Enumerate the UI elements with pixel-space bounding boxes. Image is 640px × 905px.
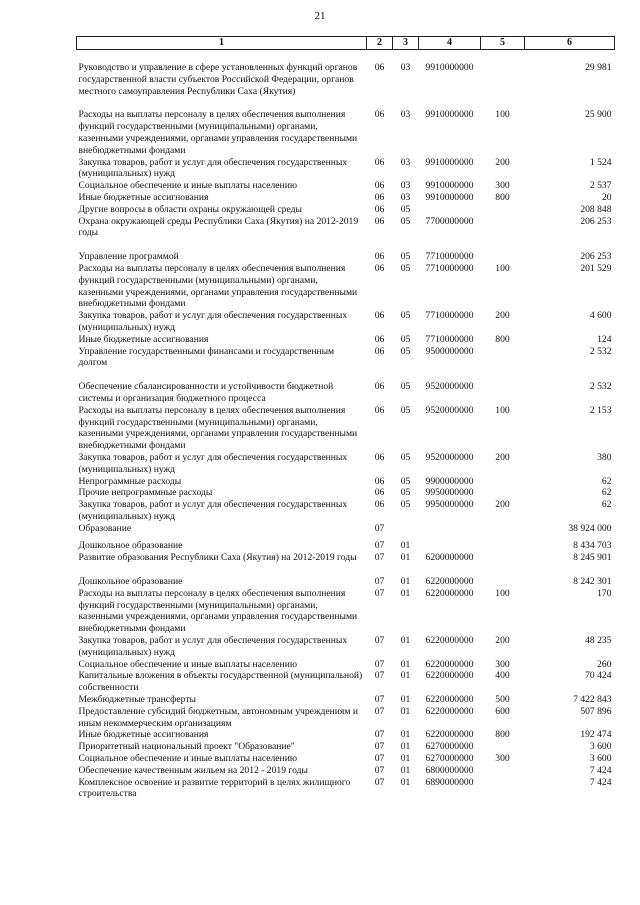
row-amount: 62 (601, 487, 612, 499)
row-amount: 25 900 (585, 109, 612, 121)
row-target-article: 6800000000 (425, 764, 474, 776)
row-subsection: 01 (400, 776, 411, 788)
row-target-article: 9910000000 (425, 191, 474, 203)
row-subsection: 05 (400, 487, 411, 499)
row-target-article: 6220000000 (425, 576, 474, 588)
row-amount: 7 424 (589, 776, 612, 788)
row-name: Развитие образования Республики Саха (Якутия) на 2012-2019 годы (78, 552, 357, 564)
row-expense-type: 300 (495, 753, 510, 765)
row-subsection: 05 (400, 475, 411, 487)
row-amount: 3 600 (589, 753, 612, 765)
row-section: 06 (374, 62, 385, 73)
row-amount: 201 529 (580, 262, 612, 274)
row-target-article: 7710000000 (425, 333, 474, 345)
row-expense-type (481, 476, 525, 488)
row-target-article: 9910000000 (425, 62, 474, 73)
row-section: 06 (374, 310, 385, 322)
row-target-article: 6220000000 (425, 635, 474, 647)
row-name: Расходы на выплаты персоналу в целях обеспечения выполнения функций государственными (муниципальными) органами, казенными учреждениями, органами управления государственными внебюджетными фондами (78, 109, 358, 156)
header-col-1: 1 (77, 37, 367, 50)
table-row (77, 753, 615, 765)
row-expense-type (481, 765, 525, 777)
table-row (77, 729, 615, 741)
budget-table (76, 36, 615, 800)
table-row (77, 487, 615, 499)
row-subsection: 05 (400, 404, 411, 416)
row-name: Обеспечение сбалансированности и устойчивости бюджетной системы и организация бюджетного процесса (78, 381, 334, 404)
row-section: 06 (374, 156, 385, 168)
row-target-article (419, 534, 481, 552)
row-subsection: 01 (400, 670, 411, 682)
row-amount: 1 524 (589, 156, 612, 168)
row-section: 07 (374, 694, 385, 706)
row-expense-type: 100 (495, 109, 510, 121)
row-amount: 48 235 (585, 635, 612, 647)
table-row (77, 192, 615, 204)
row-subsection: 01 (400, 694, 411, 706)
row-subsection: 03 (400, 109, 411, 121)
row-expense-type: 800 (495, 333, 510, 345)
row-name: Иные бюджетные ассигнования (78, 729, 209, 741)
row-section: 07 (374, 764, 385, 776)
row-amount: 62 (601, 499, 612, 511)
row-expense-type (481, 741, 525, 753)
row-section: 06 (374, 475, 385, 487)
row-amount: 2 153 (589, 404, 612, 416)
row-expense-type: 300 (495, 180, 510, 192)
row-subsection: 03 (400, 62, 411, 73)
row-section: 06 (374, 333, 385, 345)
row-amount: 2 532 (589, 381, 612, 393)
row-subsection: 01 (400, 587, 411, 599)
row-section: 07 (374, 576, 385, 588)
header-row (77, 37, 615, 50)
row-expense-type (481, 552, 525, 564)
row-name: Образование (78, 522, 132, 534)
row-expense-type: 200 (495, 310, 510, 322)
table-row (77, 97, 615, 156)
table-row (77, 452, 615, 476)
row-name: Управление государственными финансами и государственным долгом (78, 345, 335, 369)
table-row (77, 706, 615, 730)
row-expense-type: 800 (495, 729, 510, 741)
row-name: Непрограммные расходы (78, 475, 182, 487)
row-name: Дошкольное образование (78, 576, 183, 588)
table-row (77, 157, 615, 181)
row-amount: 38 924 000 (568, 522, 612, 534)
row-target-article: 6890000000 (425, 776, 474, 788)
row-subsection: 01 (400, 753, 411, 765)
row-name: Предоставление субсидий бюджетным, автономным учреждениям и иным некоммерческим организациям (78, 705, 358, 729)
table-row (77, 239, 615, 263)
row-expense-type: 200 (495, 451, 510, 463)
table-row (77, 334, 615, 346)
row-expense-type: 200 (495, 499, 510, 511)
row-section: 06 (374, 487, 385, 499)
row-name: Обеспечение качественным жильем на 2012 - 2019 годы (78, 764, 308, 776)
table-row (77, 635, 615, 659)
row-target-article: 6220000000 (425, 694, 474, 706)
row-amount: 208 848 (580, 203, 612, 215)
row-section: 07 (374, 741, 385, 753)
row-subsection: 05 (400, 345, 411, 357)
row-target-article: 9500000000 (425, 345, 474, 357)
row-name: Социальное обеспечение и иные выплаты населению (78, 180, 297, 192)
row-section: 07 (374, 658, 385, 670)
row-amount: 4 600 (589, 310, 612, 322)
row-target-article: 6270000000 (425, 753, 474, 765)
table-row (77, 741, 615, 753)
table-row (77, 670, 615, 694)
row-expense-type: 600 (495, 705, 510, 717)
row-name: Руководство и управление в сфере установленных функций органов государственной власти субъектов Российской Федерации, органов местного самоуправления Республики Саха (Якутия) (78, 62, 358, 97)
row-subsection: 05 (400, 499, 411, 511)
row-name: Закупка товаров, работ и услуг для обеспечения государственных (муниципальных) нужд (78, 635, 348, 658)
row-section: 06 (374, 251, 385, 263)
row-subsection: 01 (400, 705, 411, 717)
row-subsection: 05 (400, 333, 411, 345)
row-target-article: 6220000000 (425, 587, 474, 599)
row-target-article: 6220000000 (425, 658, 474, 670)
row-subsection: 05 (400, 203, 411, 215)
row-amount: 8 245 901 (573, 552, 612, 564)
row-expense-type (481, 239, 525, 263)
row-section: 07 (374, 729, 385, 741)
row-section: 07 (374, 522, 385, 534)
row-section: 06 (374, 499, 385, 511)
row-section: 07 (374, 705, 385, 717)
row-name: Прочие непрограммные расходы (78, 487, 213, 499)
row-target-article: 6270000000 (425, 741, 474, 753)
row-expense-type: 400 (495, 670, 510, 682)
row-amount: 70 424 (585, 670, 612, 682)
table-row (77, 216, 615, 240)
row-amount: 2 532 (589, 345, 612, 357)
header-col-2: 2 (367, 37, 393, 50)
row-target-article: 7710000000 (425, 310, 474, 322)
table-row (77, 310, 615, 334)
row-section: 07 (374, 587, 385, 599)
row-target-article: 9910000000 (425, 180, 474, 192)
row-expense-type: 300 (495, 658, 510, 670)
row-section: 06 (374, 191, 385, 203)
table-row (77, 204, 615, 216)
row-amount: 260 (597, 658, 612, 670)
row-amount: 7 424 (589, 764, 612, 776)
row-name: Управление программой (78, 251, 179, 263)
row-expense-type (481, 523, 525, 535)
row-expense-type: 100 (495, 587, 510, 599)
row-subsection: 01 (400, 635, 411, 647)
table-row (77, 50, 615, 98)
row-name: Межбюджетные трансферты (78, 694, 196, 706)
row-expense-type: 500 (495, 694, 510, 706)
table-row (77, 346, 615, 370)
row-amount: 192 474 (580, 729, 612, 741)
row-section: 07 (374, 635, 385, 647)
row-name: Капитальные вложения в объекты государственной (муниципальной) собственности (78, 670, 363, 694)
row-expense-type (481, 50, 525, 98)
row-amount: 507 896 (580, 705, 612, 717)
row-section: 07 (374, 753, 385, 765)
row-subsection: 01 (400, 552, 411, 564)
table-row (77, 588, 615, 635)
row-expense-type: 200 (495, 635, 510, 647)
row-subsection: 05 (400, 251, 411, 263)
row-section: 07 (374, 670, 385, 682)
row-name: Охрана окружающей среды Республики Саха (Якутия) на 2012-2019 годы (78, 215, 359, 239)
row-target-article (419, 523, 481, 535)
row-name: Иные бюджетные ассигнования (78, 191, 209, 203)
row-name: Приоритетный национальный проект "Образование" (78, 741, 295, 753)
row-amount: 124 (597, 333, 612, 345)
row-section: 06 (374, 215, 385, 227)
row-target-article: 7710000000 (425, 251, 474, 263)
row-expense-type (481, 216, 525, 240)
row-amount: 8 242 301 (573, 576, 612, 588)
row-target-article: 9520000000 (425, 404, 474, 416)
table-row (77, 777, 615, 801)
row-subsection: 01 (400, 540, 411, 552)
row-amount: 170 (597, 587, 612, 599)
row-subsection (393, 523, 419, 535)
row-section: 07 (374, 540, 385, 552)
header-col-5: 5 (481, 37, 525, 50)
row-expense-type (481, 487, 525, 499)
row-expense-type: 100 (495, 404, 510, 416)
table-row (77, 405, 615, 452)
row-amount: 2 537 (589, 180, 612, 192)
row-section: 06 (374, 180, 385, 192)
table-row (77, 476, 615, 488)
row-subsection: 01 (400, 764, 411, 776)
row-name: Закупка товаров, работ и услуг для обеспечения государственных (муниципальных) нужд (78, 156, 348, 180)
row-subsection: 05 (400, 381, 411, 393)
row-expense-type (481, 564, 525, 588)
table-row (77, 564, 615, 588)
row-name: Дошкольное образование (78, 540, 183, 552)
row-subsection: 01 (400, 729, 411, 741)
row-expense-type (481, 777, 525, 801)
row-target-article: 6200000000 (425, 552, 474, 564)
row-target-article: 7700000000 (425, 215, 474, 227)
row-amount: 3 600 (589, 741, 612, 753)
table-row (77, 523, 615, 535)
row-section: 06 (374, 203, 385, 215)
row-section: 06 (374, 381, 385, 393)
table-body (77, 50, 615, 801)
row-section: 06 (374, 109, 385, 121)
row-target-article: 6220000000 (425, 670, 474, 682)
row-target-article: 9900000000 (425, 475, 474, 487)
row-target-article: 6220000000 (425, 729, 474, 741)
row-expense-type: 200 (495, 156, 510, 168)
row-subsection: 01 (400, 741, 411, 753)
row-subsection: 05 (400, 215, 411, 227)
table-row (77, 369, 615, 405)
row-target-article: 9950000000 (425, 487, 474, 499)
row-section: 06 (374, 451, 385, 463)
row-subsection: 03 (400, 180, 411, 192)
row-amount: 206 253 (580, 251, 612, 263)
row-name: Расходы на выплаты персоналу в целях обеспечения выполнения функций государственными (муниципальными) органами, казенными учреждениями, органами управления государственными внебюджетными фондами (78, 404, 358, 452)
row-expense-type (481, 369, 525, 405)
row-name: Иные бюджетные ассигнования (78, 333, 209, 345)
row-amount: 62 (601, 475, 612, 487)
row-expense-type (481, 534, 525, 552)
row-name: Другие вопросы в области охраны окружающей среды (78, 203, 302, 215)
table-row (77, 765, 615, 777)
row-expense-type: 100 (495, 262, 510, 274)
row-name: Закупка товаров, работ и услуг для обеспечения государственных (муниципальных) нужд (78, 451, 348, 475)
row-target-article: 9520000000 (425, 451, 474, 463)
row-section: 06 (374, 262, 385, 274)
row-name: Комплексное освоение и развитие территорий в целях жилищного строительства (78, 776, 351, 800)
table-row (77, 694, 615, 706)
row-target-article: 6220000000 (425, 705, 474, 717)
row-amount: 29 981 (585, 62, 612, 73)
row-name: Расходы на выплаты персоналу в целях обеспечения выполнения функций государственными (муниципальными) органами, казенными учреждениями, органами управления государственными внебюджетными фондами (78, 587, 358, 635)
row-subsection: 01 (400, 658, 411, 670)
table-row (77, 263, 615, 310)
header-col-6: 6 (525, 37, 615, 50)
table-row (77, 659, 615, 671)
row-name: Расходы на выплаты персоналу в целях обеспечения выполнения функций государственными (муниципальными) органами, казенными учреждениями, органами управления государственными внебюджетными фондами (78, 262, 358, 310)
row-amount: 20 (601, 191, 612, 203)
row-name: Закупка товаров, работ и услуг для обеспечения государственных (муниципальных) нужд (78, 310, 348, 333)
row-expense-type (481, 204, 525, 216)
table-row (77, 180, 615, 192)
row-section: 06 (374, 345, 385, 357)
row-target-article (419, 204, 481, 216)
row-subsection: 03 (400, 156, 411, 168)
row-name: Закупка товаров, работ и услуг для обеспечения государственных (муниципальных) нужд (78, 499, 348, 522)
row-amount: 8 434 703 (573, 540, 612, 552)
header-col-3: 3 (393, 37, 419, 50)
header-col-4: 4 (419, 37, 481, 50)
row-name: Социальное обеспечение и иные выплаты населению (78, 753, 297, 765)
row-amount: 7 422 843 (573, 694, 612, 706)
row-target-article: 9910000000 (425, 109, 474, 121)
row-amount: 380 (597, 451, 612, 463)
row-section: 07 (374, 776, 385, 788)
row-subsection: 05 (400, 310, 411, 322)
row-target-article: 9910000000 (425, 156, 474, 168)
page-number: 21 (314, 10, 326, 22)
row-amount: 206 253 (580, 215, 612, 227)
row-subsection: 03 (400, 191, 411, 203)
row-expense-type (481, 346, 525, 370)
row-subsection: 05 (400, 451, 411, 463)
row-section: 07 (374, 552, 385, 564)
row-name: Социальное обеспечение и иные выплаты населению (78, 658, 297, 670)
row-subsection: 05 (400, 262, 411, 274)
row-target-article: 7710000000 (425, 262, 474, 274)
table-row (77, 552, 615, 564)
row-expense-type: 800 (495, 191, 510, 203)
row-target-article: 9950000000 (425, 499, 474, 511)
table-row (77, 499, 615, 523)
row-subsection: 01 (400, 576, 411, 588)
table-row (77, 534, 615, 552)
row-target-article: 9520000000 (425, 381, 474, 393)
row-section: 06 (374, 404, 385, 416)
